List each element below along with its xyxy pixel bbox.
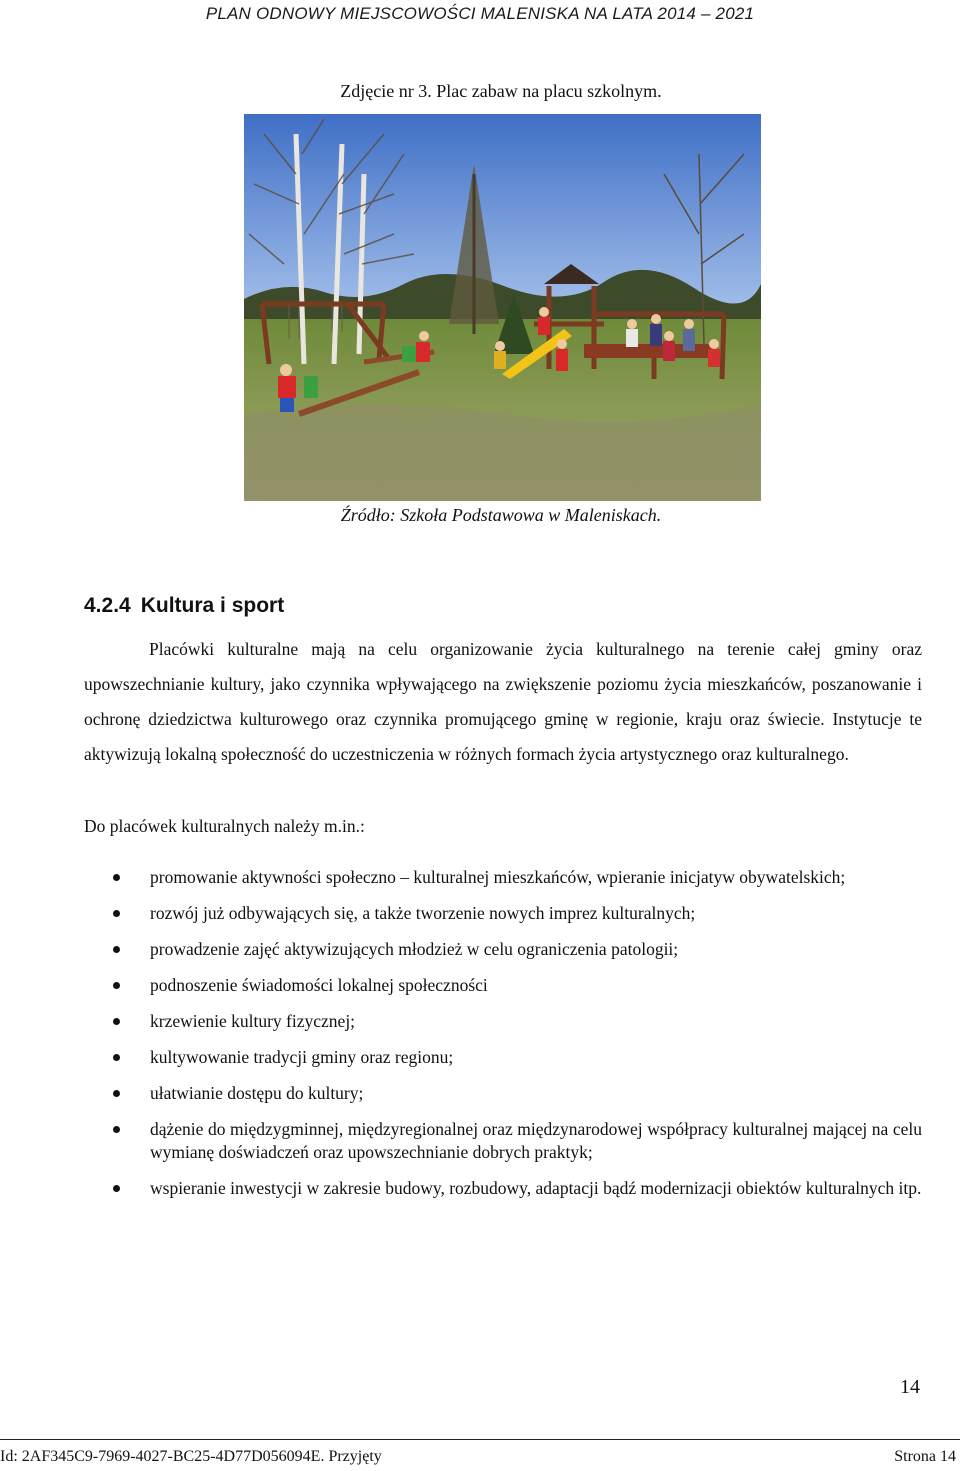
activities-list bbox=[110, 866, 922, 1200]
photo-caption: Zdjęcie nr 3. Plac zabaw na placu szkolnym. bbox=[340, 81, 662, 101]
page-footer bbox=[0, 1439, 960, 1471]
list-item: prowadzenie zajęć aktywizujących młodzież w celu ograniczenia patologii; bbox=[110, 938, 922, 961]
list-item: dążenie do międzygminnej, międzyregionalnej oraz międzynarodowej współpracy kulturalnej mającej na celu wymianę doświadczeń oraz upowszechnianie dobrych praktyk; bbox=[110, 1118, 922, 1164]
list-item: kultywowanie tradycji gminy oraz regionu; bbox=[110, 1046, 922, 1069]
list-item: promowanie aktywności społeczno – kulturalnej mieszkańców, wpieranie inicjatyw obywatelskich; bbox=[110, 866, 922, 889]
section-number: 4.2.4 bbox=[84, 594, 131, 617]
playground-photo bbox=[244, 114, 761, 501]
page-number: 14 bbox=[900, 1376, 920, 1398]
list-item: ułatwianie dostępu do kultury; bbox=[110, 1082, 922, 1105]
document-header: PLAN ODNOWY MIEJSCOWOŚCI MALENISKA NA LATA 2014 – 2021 bbox=[205, 4, 755, 23]
section-paragraph: Placówki kulturalne mają na celu organizowanie życia kulturalnego na terenie całej gminy oraz upowszechnianie kultury, jako czynnika wpływającego na zwiększenie poziomu życia mieszkańców, poszanowanie i ochronę dziedzictwa kulturowego oraz czynnika promującego gminę w regionie, kraju oraz świecie. Instytucje te aktywizują lokalną społeczność do uczestniczenia w różnych formach życia artystycznego oraz kulturalnego. bbox=[84, 639, 922, 764]
list-item: rozwój już odbywających się, a także tworzenie nowych imprez kulturalnych; bbox=[110, 902, 922, 925]
section-title: Kultura i sport bbox=[140, 594, 285, 617]
photo-source: Źródło: Szkoła Podstawowa w Maleniskach. bbox=[340, 505, 662, 525]
list-intro: Do placówek kulturalnych należy m.in.: bbox=[84, 816, 365, 836]
section-heading bbox=[84, 594, 284, 618]
list-item: krzewienie kultury fizycznej; bbox=[110, 1010, 922, 1033]
document-id: Id: 2AF345C9-7969-4027-BC25-4D77D056094E. Przyjęty bbox=[0, 1448, 382, 1465]
list-item: wspieranie inwestycji w zakresie budowy, rozbudowy, adaptacji bądź modernizacji obiektów kulturalnych itp. bbox=[110, 1177, 922, 1200]
list-item: podnoszenie świadomości lokalnej społeczności bbox=[110, 974, 922, 997]
footer-page-label: Strona 14 bbox=[894, 1448, 956, 1465]
